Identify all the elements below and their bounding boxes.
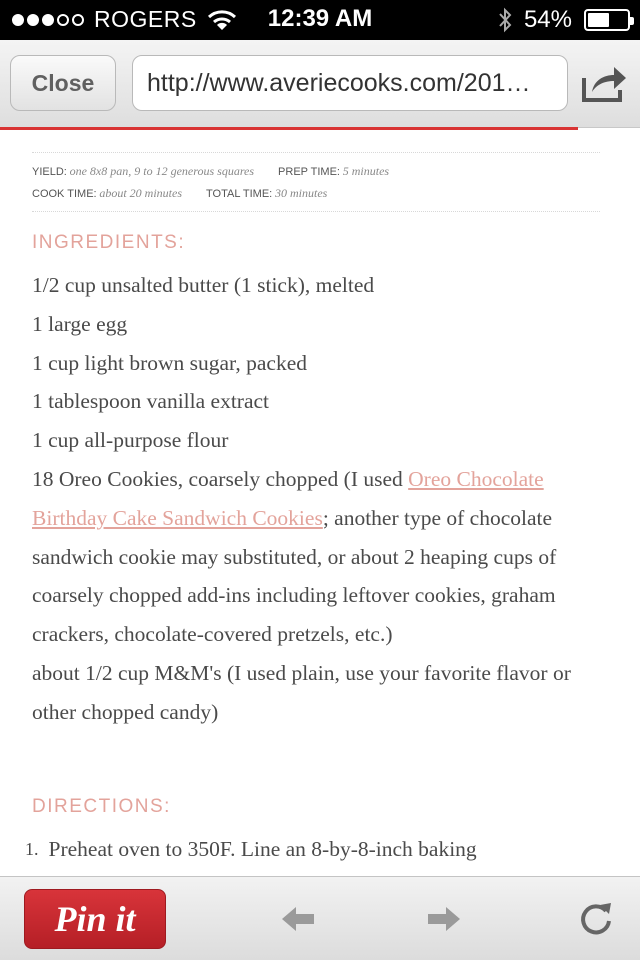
battery-icon bbox=[584, 9, 630, 31]
cook-time: COOK TIME: about 20 minutes bbox=[32, 186, 183, 200]
prep-time: PREP TIME: 5 minutes bbox=[278, 164, 390, 178]
carrier-name: ROGERS bbox=[94, 6, 197, 32]
list-item: 1 tablespoon vanilla extract bbox=[32, 389, 270, 414]
list-item: 1/2 cup unsalted butter (1 stick), melted bbox=[32, 273, 375, 297]
list-item: 18 Oreo Cookies, coarsely chopped (I used Oreo Chocolate Birthday Cake Sandwich Cookies; another type of chocolate sandwich cookie may substituted, or about 2 heaping cups of coarsely chopped add-ins including leftover cookies, graham crackers, chocolate-covered pretzels, etc.) bbox=[32, 466, 557, 647]
yield: YIELD: one 8x8 pan, 9 to 12 generous squares bbox=[32, 164, 255, 178]
status-bar bbox=[0, 0, 640, 40]
ingredients-heading: INGREDIENTS: bbox=[32, 232, 186, 253]
directions-heading: DIRECTIONS: bbox=[32, 796, 171, 817]
list-item: 1 cup all-purpose flour bbox=[32, 428, 229, 453]
list-item: 1 large egg bbox=[32, 311, 128, 336]
list-item: about 1/2 cup M&M's (I used plain, use your favorite flavor or other chopped candy) bbox=[32, 660, 571, 724]
bottom-toolbar bbox=[0, 876, 640, 960]
bluetooth-icon bbox=[498, 7, 512, 33]
oreo-product-link[interactable]: Oreo Chocolate Birthday Cake Sandwich Cookies bbox=[32, 466, 544, 530]
reload-icon[interactable] bbox=[578, 899, 614, 937]
url-field[interactable]: http://www.averiecooks.com/201… bbox=[132, 55, 568, 111]
battery-percent: 54% bbox=[523, 6, 572, 33]
total-time: TOTAL TIME: 30 minutes bbox=[206, 186, 328, 200]
clock: 12:39 AM bbox=[267, 5, 373, 32]
status-right bbox=[498, 6, 630, 34]
step-number: 1. bbox=[25, 839, 39, 859]
recipe-meta bbox=[32, 152, 600, 212]
page-content[interactable] bbox=[0, 130, 640, 876]
pin-it-button[interactable]: Pin it bbox=[24, 889, 166, 949]
arrow-right-icon[interactable] bbox=[426, 903, 462, 935]
list-item: 1 cup light brown sugar, packed bbox=[32, 350, 307, 375]
share-icon[interactable] bbox=[578, 60, 630, 106]
ingredients-list bbox=[32, 266, 607, 732]
arrow-left-icon[interactable] bbox=[280, 903, 316, 935]
browser-toolbar bbox=[0, 40, 640, 128]
list-item bbox=[25, 830, 615, 868]
directions-list bbox=[25, 830, 615, 868]
step-text: Preheat oven to 350F. Line an 8-by-8-inch baking bbox=[48, 837, 477, 861]
close-button[interactable]: Close bbox=[10, 55, 116, 111]
